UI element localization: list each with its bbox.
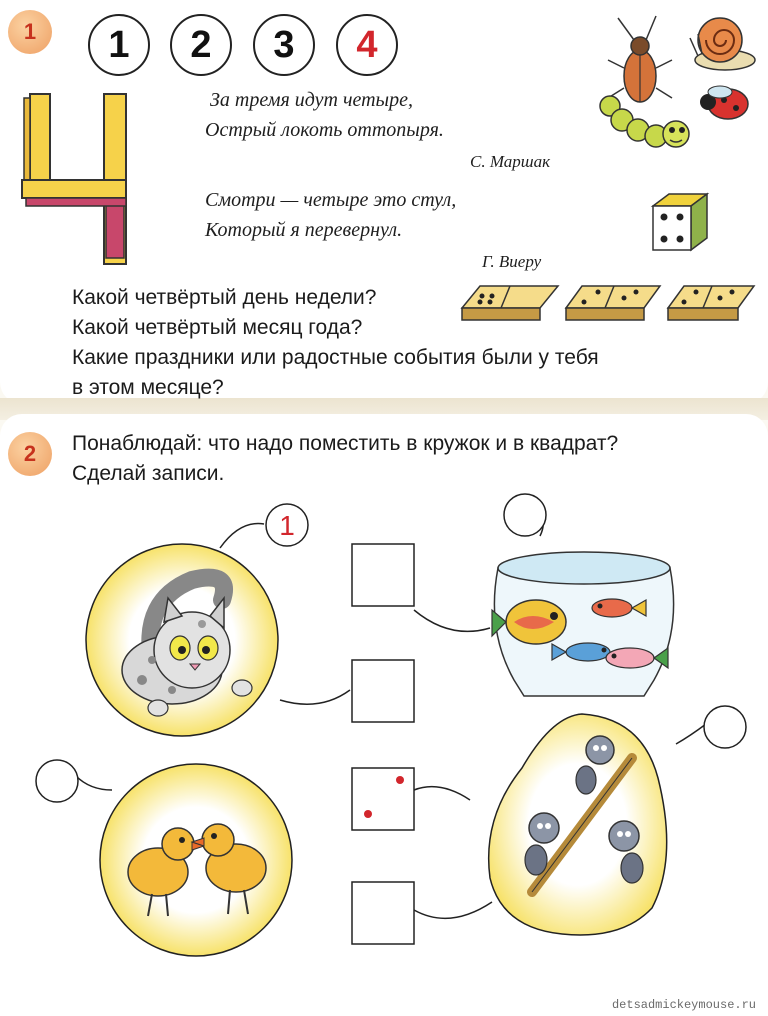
number-circle-1: 1 (88, 14, 150, 76)
answer-circle-ants[interactable] (700, 702, 750, 752)
fish-aquarium-picture (484, 540, 684, 710)
answer-square-2[interactable] (348, 656, 418, 726)
task-2-instruction-line-1: Понаблюдай: что надо поместить в кружок и в квадрат? (72, 432, 619, 455)
chicks-picture (96, 760, 296, 960)
task-2-badge: 2 (8, 432, 52, 476)
answer-square-4[interactable] (348, 878, 418, 948)
poem-1-line-1: За тремя идут четыре, (210, 89, 413, 111)
question-month-of-year: Какой четвёртый месяц года? (72, 316, 363, 339)
poem-2-author: Г. Виеру (482, 252, 542, 271)
watermark: detsadmickeymouse.ru (611, 998, 756, 1012)
question-day-of-week: Какой четвёртый день недели? (72, 286, 377, 309)
number-circle-4: 4 (336, 14, 398, 76)
answer-square-1[interactable] (348, 540, 418, 610)
ants-picture (482, 708, 682, 940)
sample-circle-value: 1 (279, 510, 295, 541)
question-holidays-line-2: в этом месяце? (72, 376, 224, 399)
number-circle-3: 3 (253, 14, 315, 76)
cat-picture (82, 540, 282, 740)
poem-1-line-2: Острый локоть оттопыря. (205, 119, 444, 141)
sample-square-two-dots (348, 764, 418, 834)
poem-2-line-2: Который я перевернул. (205, 219, 403, 241)
number-circle-2: 2 (170, 14, 232, 76)
question-holidays-line-1: Какие праздники или радостные события были у тебя (72, 346, 599, 369)
answer-circle-fish[interactable] (500, 490, 550, 540)
answer-circle-chicks[interactable] (32, 756, 82, 806)
task-2-instruction-line-2: Сделай записи. (72, 462, 225, 485)
poem-1-author: С. Маршак (470, 152, 551, 171)
task-1-badge: 1 (8, 10, 52, 54)
poem-2-line-1: Смотри — четыре это стул, (205, 189, 457, 211)
